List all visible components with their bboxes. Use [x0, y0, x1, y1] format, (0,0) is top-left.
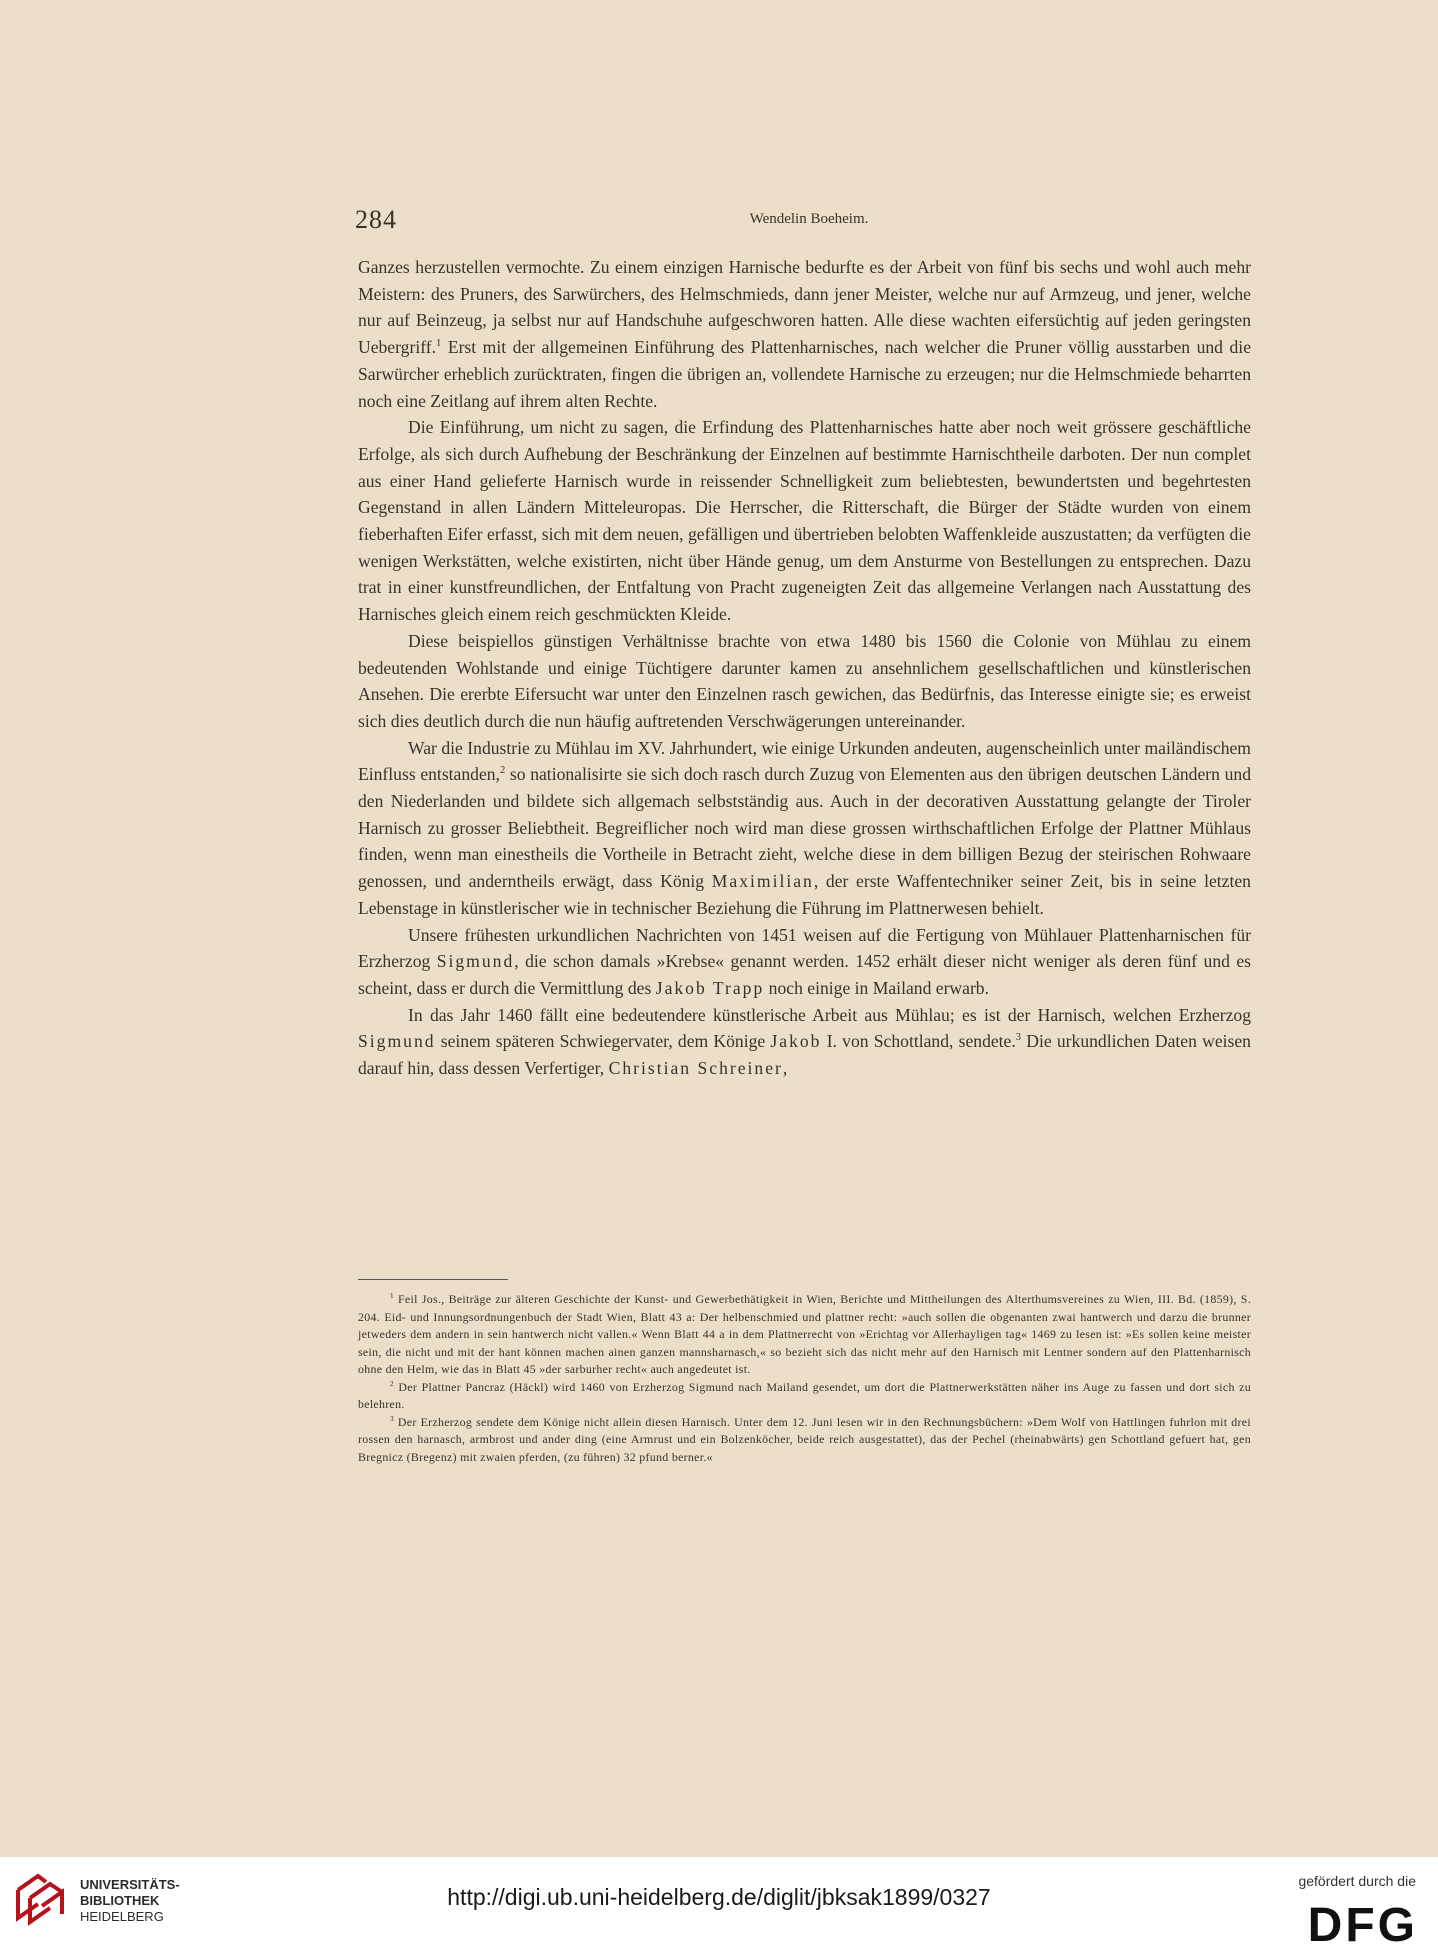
paragraph-5: Unsere frühesten urkundlichen Nachrichten von 1451 weisen auf die Fertigung von Mühlauer Plattenharnischen für Erzherzog Sigmund, die schon damals »Krebse« genannt werden. 1452 erhält dieser nicht weniger als deren fünf und es scheint, dass er durch die Vermittlung des Jakob Trapp noch einige in Mailand erwarb.: [358, 924, 1251, 998]
footnote-divider: [358, 1279, 508, 1280]
footnote-2: $^2$ Der Plattner Pancraz (Häckl) wird 1460 von Erzherzog Sigmund nach Mailand gesendet, um dort die Plattnerwerkstätten näher ins Auge zu fassen und dort sich zu belehren.: [358, 1379, 1251, 1411]
page-header: [355, 205, 1263, 235]
paragraph-4: War die Industrie zu Mühlau im XV. Jahrhundert, wie einige Urkunden andeuten, augenscheinlich unter mailändischem Einfluss entstanden,$^2$ so nationalisirte sie sich doch rasch durch Zuzug von Elementen aus den übrigen deutschen Ländern und den Niederlanden und bildete sich allgemach selbstständig aus. Auch in der decorativen Ausstattung gelangte der Tiroler Harnisch zu grosser Beliebtheit. Begreiflicher noch wird man diese grossen wirthschaftlichen Erfolge der Plattner Mühlaus finden, wenn man einestheils die Vortheile in Betracht zieht, welche diese in dem billigen Bezug der steirischen Rohwaare genossen, und anderntheils erwägt, dass König Maximilian, der erste Waffentechniker seiner Zeit, bis in seine letzten Lebenstage in künstlerischer wie in technischer Beziehung die Führung im Plattnerwesen behielt.: [358, 737, 1251, 918]
person-name: Christian Schreiner: [608, 1058, 783, 1079]
dfg-logo: DFG: [1307, 1899, 1418, 1952]
running-head: Wendelin Boeheim.: [749, 211, 869, 227]
footnote-3: $^3$ Der Erzherzog sendete dem Könige nicht allein diesen Harnisch. Unter dem 12. Juni lesen wir in den Rechnungsbüchern: »Dem Wolf von Hattlingen fuhrlon mit drei rossen den harnasch, armbrost und ander ding (eine Armrust und ein Bolzenköcher, beide reich ausgestattet), das der Pechel (rheinabwärts) gen Schottland gefuert hat, gen Bregnicz (Bregenz) mit zwaien pferden, (zu führen) 32 pfund berner.«: [358, 1414, 1251, 1464]
footnote-ref-3[interactable]: 3: [1015, 1032, 1022, 1044]
person-name: Maximilian: [711, 871, 814, 892]
funded-by-label: gefördert durch die: [1298, 1873, 1416, 1889]
paragraph-2: Die Einführung, um nicht zu sagen, die Erfindung des Plattenharnisches hatte aber noch weit grössere geschäftliche Erfolge, als sich durch Aufhebung der Beschränkung der Einzelnen auf bestimmte Harnischtheile darboten. Der nun complet aus einer Hand gelieferte Harnisch wurde in reissender Schnelligkeit zum beliebtesten, bewundertsten und begehrtesten Gegenstand in allen Ländern Mitteleuropas. Die Herrscher, die Ritterschaft, die Bürger der Städte wurden von einem fieberhaften Eifer erfasst, sich mit dem neuen, gefälligen und übertrieben belobten Waffenkleide auszustatten; da verfügten die wenigen Werkstätten, welche existirten, nicht über Hände genug, um dem Ansturme von Bestellungen zu entsprechen. Dazu trat in einer kunstfreundlichen, der Entfaltung von Pracht zugeneigten Zeit das allgemeine Verlangen nach Ausstattung des Harnisches gleich einem reich geschmückten Kleide.: [358, 417, 1251, 625]
permalink-url[interactable]: http://digi.ub.uni-heidelberg.de/diglit/jbksak1899/0327: [447, 1884, 991, 1910]
paragraph-3: Diese beispiellos günstigen Verhältnisse brachte von etwa 1480 bis 1560 die Colonie von Mühlau zu einem bedeutenden Wohlstande und einige Tüchtigere darunter kamen zu ansehnlichem gesellschaftlichen und künstlerischen Ansehen. Die ererbte Eifersucht war unter den Einzelnen rasch gewichen, das Bedürfnis, das Interesse einigte sie; es erweist sich dies deutlich durch die nun häufig auftretenden Verschwägerungen untereinander.: [358, 630, 1251, 731]
paragraph-1: Ganzes herzustellen vermochte. Zu einem einzigen Harnische bedurfte es der Arbeit von fünf bis sechs und wohl auch mehr Meistern: des Pruners, des Sarwürchers, des Helmschmieds, dann jener Meister, welche nur auf Armzeug, und jener, welche nur auf Beinzeug, ja selbst nur auf Handschuhe aufgeschworen hatten. Alle diese wachten eifersüchtig auf jeden geringsten Uebergriff.$^1$ Erst mit der allgemeinen Einführung des Plattenharnisches, nach welcher die Pruner völlig ausstarben und die Sarwürcher erheblich zurücktraten, fingen die übrigen an, vollendete Harnische zu erzeugen; nur die Helmschmiede beharrten noch eine Zeitlang auf ihrem alten Rechte.: [358, 257, 1251, 411]
body-text: [358, 254, 1251, 1082]
footnote-ref-2[interactable]: 2: [499, 765, 506, 777]
paragraph-6: In das Jahr 1460 fällt eine bedeutendere künstlerische Arbeit aus Mühlau; es ist der Harnisch, welchen Erzherzog Sigmund seinem späteren Schwiegervater, dem Könige Jakob I. von Schottland, sendete.$^3$ Die urkundlichen Daten weisen darauf hin, dass dessen Verfertiger, Christian Schreiner,: [358, 1004, 1251, 1079]
footnotes: [358, 1291, 1251, 1466]
person-name: Sigmund: [358, 1031, 436, 1052]
person-name: Jakob Trapp: [655, 977, 765, 998]
footnote-ref-1[interactable]: 1: [436, 338, 442, 350]
library-name: UNIVERSITÄTS- BIBLIOTHEK HEIDELBERG: [80, 1877, 180, 1924]
page-number: 284: [355, 205, 397, 234]
person-name: Jakob: [770, 1031, 822, 1052]
person-name: Sigmund: [436, 951, 515, 972]
footer-bar: [0, 1857, 1438, 1959]
footnote-1: $^1$ Feil Jos., Beiträge zur älteren Geschichte der Kunst- und Gewerbethätigkeit in Wien, Berichte und Mittheilungen des Alterthumsvereines zu Wien, III. Bd. (1859), S. 204. Eid- und Innungsordnungenbuch der Stadt Wien, Blatt 43 a: Der helbenschmied und plattner recht: »auch sollen die obgenanten zwai hantwerch und darzu die brunner jetweders dem andern in sein hantwerch nicht vallen.« Wenn Blatt 44 a in dem Plattnerrecht von »Erichtag vor Allerhayligen tag« 1469 zu lesen ist: »Es sollen keine meister sein, die nicht und mit der hant können machen ainen ganzen mannsharnasch,« so bezieht sich das nicht mehr auf den Harnisch mit Lentner sondern auf den Plattenharnisch ohne den Helm, wie das in Blatt 45 »der sarburher recht« auch angedeutet ist.: [358, 1292, 1251, 1376]
